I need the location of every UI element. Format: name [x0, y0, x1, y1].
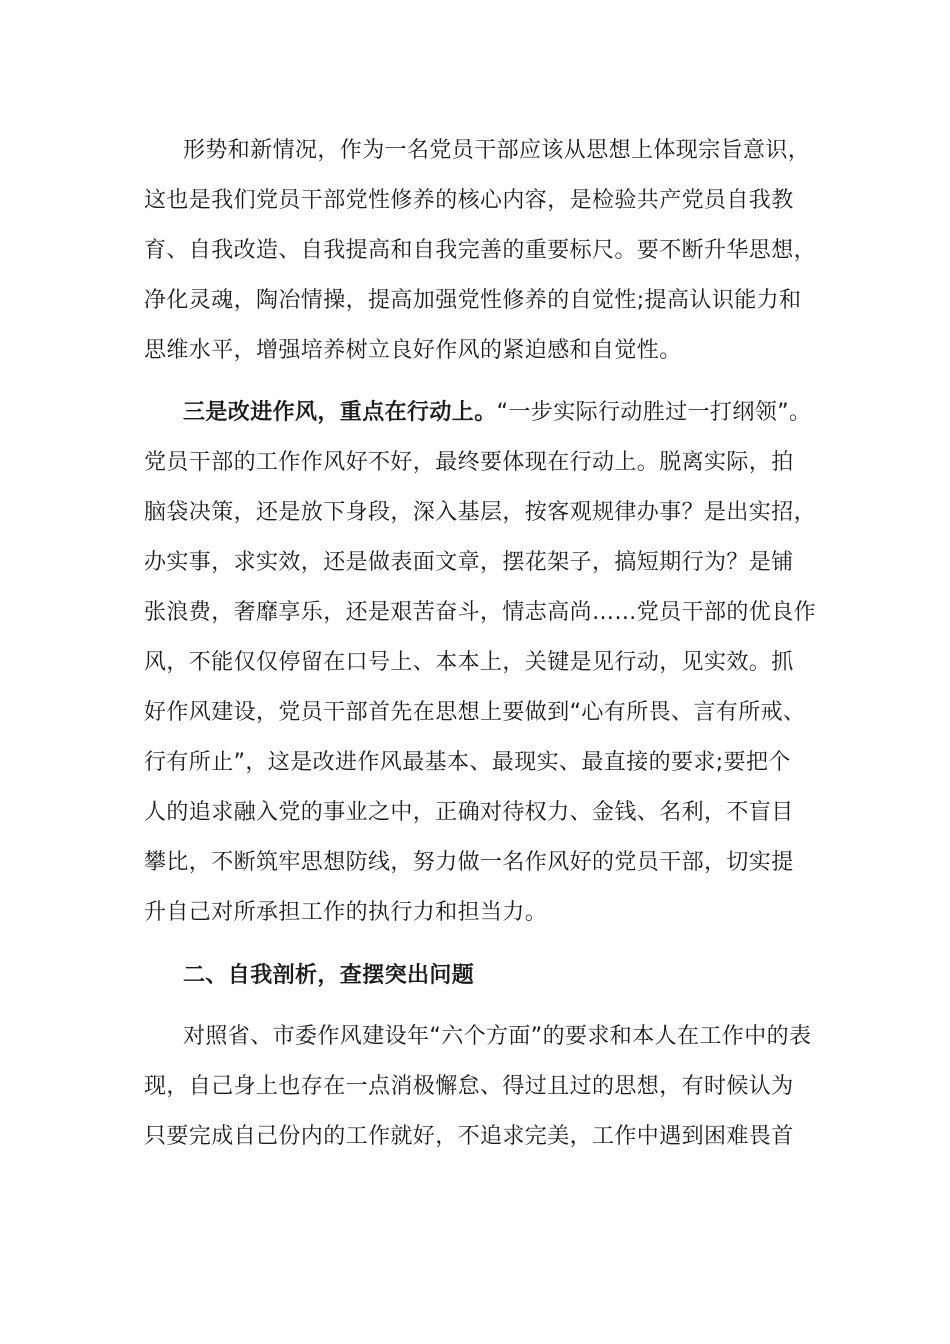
paragraph-line: 党员干部的工作作风好不好，最终要体现在行动上。脱离实际，拍 [144, 450, 794, 475]
paragraph-line: 形势和新情况，作为一名党员干部应该从思想上体现宗旨意识， [183, 138, 811, 163]
paragraph-line: 攀比，不断筑牢思想防线，努力做一名作风好的党员干部，切实提 [144, 850, 794, 875]
section-heading: 二、自我剖析，查摆突出问题 [183, 963, 475, 988]
paragraph-line: 行有所止”，这是改进作风最基本、最现实、最直接的要求;要把个 [144, 750, 791, 775]
paragraph-line: 育、自我改造、自我提高和自我完善的重要标尺。要不断升华思想， [144, 238, 817, 263]
paragraph-line: 这也是我们党员干部党性修养的核心内容，是检验共产党员自我教 [144, 188, 794, 213]
paragraph-line: 现，自己身上也存在一点消极懈怠、得过且过的思想，有时候认为 [144, 1074, 794, 1099]
quote-text: “一步实际行动胜过一打纲领”。 [496, 400, 812, 425]
paragraph-first-line [183, 398, 811, 428]
paragraph-line: 好作风建设，党员干部首先在思想上要做到“心有所畏、言有所戒、 [144, 700, 806, 725]
paragraph-line: 办实事，求实效，还是做表面文章，摆花架子，搞短期行为？是铺 [144, 550, 794, 575]
section-lead-bold: 三是改进作风，重点在行动上。 [183, 400, 497, 425]
paragraph-line: 净化灵魂，陶冶情操，提高加强党性修养的自觉性;提高认识能力和 [144, 288, 802, 313]
paragraph-line: 脑袋决策，还是放下身段，深入基层，按客观规律办事？是出实招， [144, 500, 817, 525]
paragraph-line: 思维水平，增强培养树立良好作风的紧迫感和自觉性。 [144, 338, 682, 363]
paragraph-line: 风，不能仅仅停留在口号上、本本上，关键是见行动，见实效。抓 [144, 650, 794, 675]
paragraph-line: 张浪费，奢靡享乐，还是艰苦奋斗，情志高尚……党员干部的优良作 [144, 600, 817, 625]
paragraph-line: 对照省、市委作风建设年“六个方面”的要求和本人在工作中的表 [183, 1024, 812, 1049]
paragraph-line: 升自己对所承担工作的执行力和担当力。 [144, 900, 548, 925]
paragraph-line: 人的追求融入党的事业之中，正确对待权力、金钱、名利，不盲目 [144, 800, 794, 825]
paragraph-line: 只要完成自己份内的工作就好，不追求完美，工作中遇到困难畏首 [144, 1124, 794, 1149]
